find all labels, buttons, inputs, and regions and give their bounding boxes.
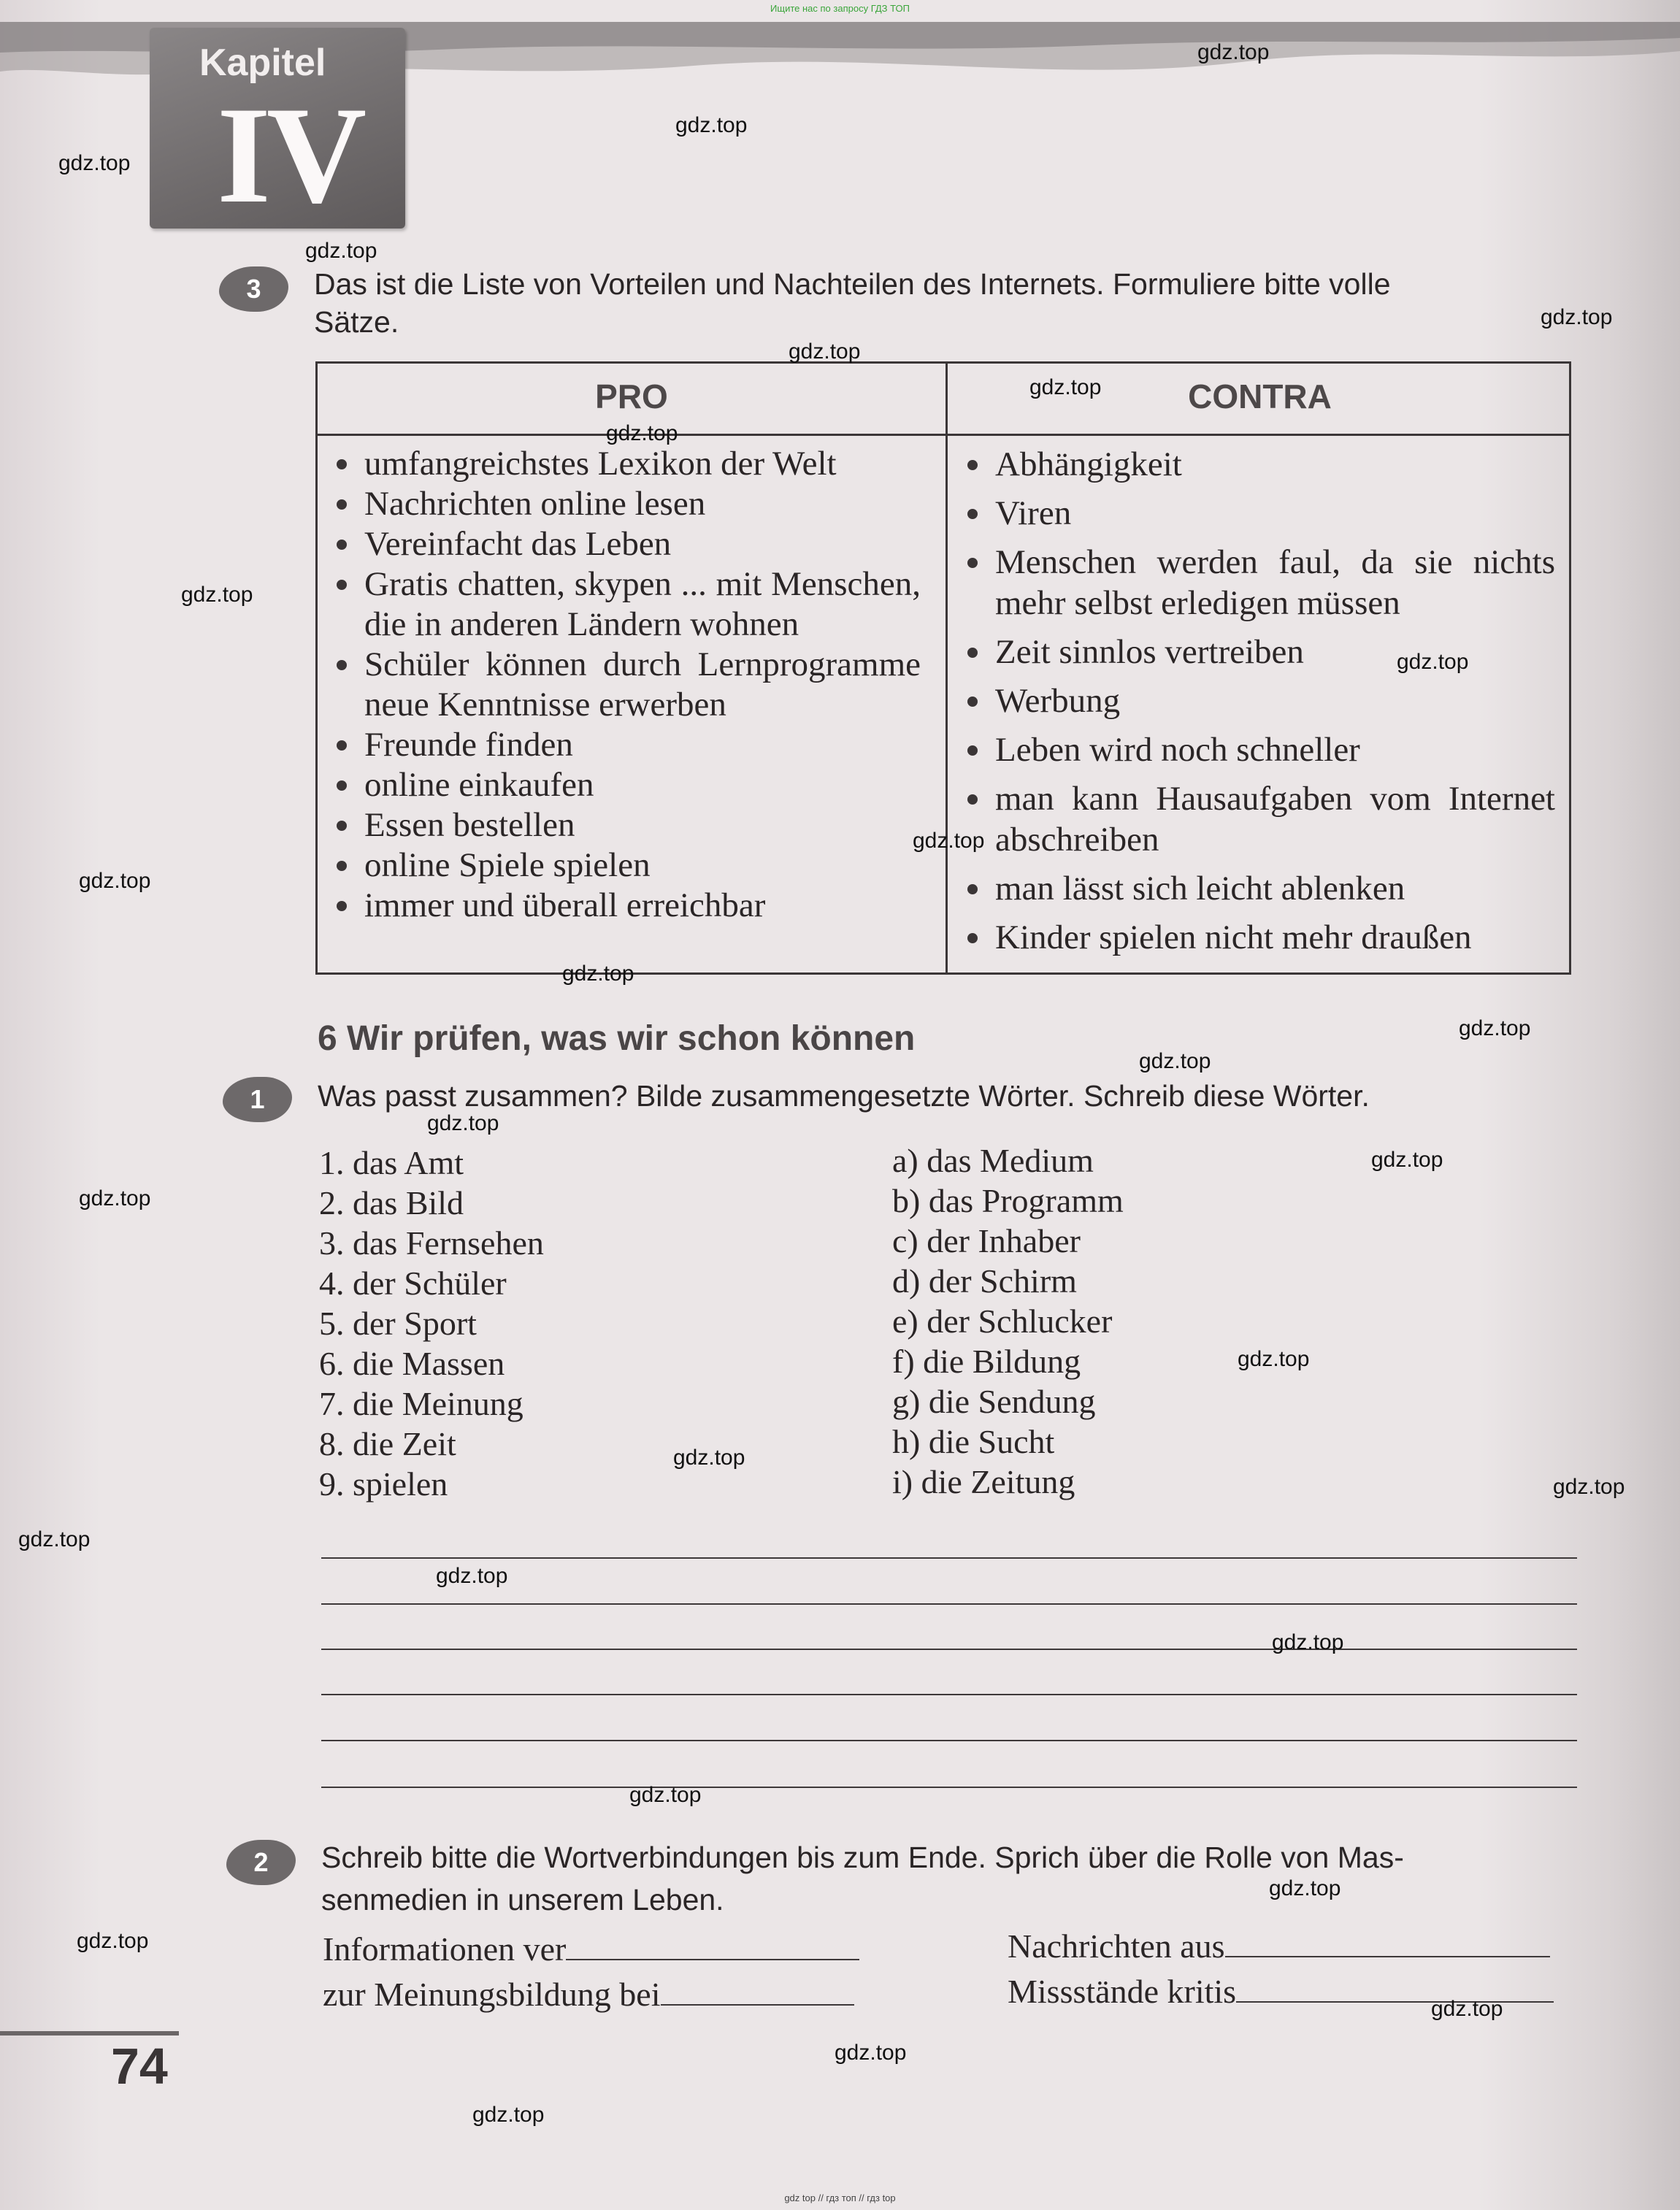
match-right-item: h) die Sucht bbox=[892, 1423, 1055, 1460]
match-right-item: f) die Bildung bbox=[892, 1343, 1081, 1380]
watermark: gdz.top bbox=[1541, 305, 1613, 329]
contra-header: CONTRA bbox=[1188, 377, 1332, 415]
phrase-blank[interactable] bbox=[1225, 1927, 1550, 1957]
pro-item: Vereinfacht das Leben bbox=[329, 524, 921, 564]
chapter-number: IV bbox=[217, 79, 363, 232]
writing-line[interactable] bbox=[321, 1787, 1577, 1788]
page-number-bar bbox=[0, 2031, 179, 2036]
contra-item: Kinder spielen nicht mehr draußen bbox=[960, 917, 1555, 958]
pro-item: immer und überall erreichbar bbox=[329, 886, 921, 926]
watermark: gdz.top bbox=[1553, 1475, 1625, 1499]
top-note: Ищите нас по запросу ГДЗ ТОП bbox=[770, 3, 910, 14]
writing-line[interactable] bbox=[321, 1694, 1577, 1695]
pro-item: online einkaufen bbox=[329, 765, 921, 805]
watermark: gdz.top bbox=[77, 1929, 149, 1953]
pro-item: Gratis chatten, skypen ... mit Menschen, die in anderen Ländern wohnen bbox=[329, 564, 921, 645]
pro-item: online Spiele spielen bbox=[329, 845, 921, 886]
match-left-item: 1. das Amt bbox=[319, 1144, 464, 1181]
match-left-item: 2. das Bild bbox=[319, 1184, 464, 1221]
contra-item: Abhängigkeit bbox=[960, 444, 1555, 485]
match-right-item: a) das Medium bbox=[892, 1142, 1094, 1179]
pro-header: PRO bbox=[595, 377, 668, 415]
watermark: gdz.top bbox=[1459, 1016, 1531, 1040]
writing-line[interactable] bbox=[321, 1557, 1577, 1559]
task-2-instruction bbox=[321, 1836, 1584, 1921]
task-2-instruction-line2: senmedien in unserem Leben. bbox=[321, 1883, 724, 1917]
watermark: gdz.top bbox=[606, 421, 678, 445]
watermark: gdz.top bbox=[58, 151, 131, 175]
contra-list bbox=[960, 444, 1555, 966]
phrase-blank[interactable] bbox=[1236, 1972, 1554, 2003]
contra-item: Leben wird noch schneller bbox=[960, 729, 1555, 770]
contra-item: man lässt sich leicht ablenken bbox=[960, 868, 1555, 909]
watermark: gdz.top bbox=[1269, 1876, 1341, 1900]
watermark: gdz.top bbox=[1431, 1997, 1503, 2021]
contra-item: Zeit sinnlos vertreiben bbox=[960, 632, 1555, 672]
match-right-item: b) das Programm bbox=[892, 1182, 1124, 1219]
pro-list bbox=[329, 444, 921, 926]
match-right-item: e) der Schlucker bbox=[892, 1302, 1113, 1340]
match-left-item: 6. die Massen bbox=[319, 1345, 505, 1382]
task-3-instruction-line1: Das ist die Liste von Vorteilen und Nachteilen des Internets. Formuliere bitte volle bbox=[314, 267, 1391, 301]
watermark: gdz.top bbox=[629, 1783, 702, 1807]
watermark: gdz.top bbox=[1197, 40, 1270, 64]
watermark: gdz.top bbox=[675, 113, 748, 137]
pro-item: Essen bestellen bbox=[329, 805, 921, 845]
watermark: gdz.top bbox=[427, 1111, 499, 1135]
watermark: gdz.top bbox=[1371, 1148, 1443, 1172]
task-3-instruction-line2: Sätze. bbox=[314, 305, 399, 339]
match-left-item: 7. die Meinung bbox=[319, 1385, 523, 1422]
phrase-nachrichten[interactable] bbox=[1008, 1925, 1550, 1968]
watermark: gdz.top bbox=[436, 1564, 508, 1588]
watermark: gdz.top bbox=[1397, 650, 1469, 674]
phrase-blank[interactable] bbox=[566, 1930, 859, 1960]
watermark: gdz.top bbox=[562, 962, 634, 986]
watermark: gdz.top bbox=[18, 1527, 91, 1551]
pro-contra-table bbox=[315, 361, 1571, 975]
table-divider-horizontal bbox=[318, 434, 1569, 436]
watermark: gdz.top bbox=[181, 583, 253, 607]
watermark: gdz.top bbox=[79, 869, 151, 893]
contra-item: Menschen werden faul, da sie nichts mehr selbst erledigen müssen bbox=[960, 542, 1555, 624]
watermark: gdz.top bbox=[1238, 1347, 1310, 1371]
watermark: gdz.top bbox=[835, 2041, 907, 2065]
phrase-text: Informationen ver bbox=[323, 1930, 567, 1968]
match-left-item: 3. das Fernsehen bbox=[319, 1224, 544, 1262]
phrase-text: Missstände kritis bbox=[1008, 1973, 1237, 2010]
watermark: gdz.top bbox=[789, 339, 861, 364]
table-divider-vertical bbox=[946, 364, 948, 972]
watermark: gdz.top bbox=[673, 1446, 745, 1470]
phrase-meinungsbildung[interactable] bbox=[323, 1973, 854, 2017]
pro-item: Nachrichten online lesen bbox=[329, 484, 921, 524]
phrase-text: zur Meinungsbildung bei bbox=[323, 1976, 661, 2013]
contra-item: Werbung bbox=[960, 680, 1555, 721]
contra-item: man kann Hausaufgaben vom Internet abschreiben bbox=[960, 778, 1555, 860]
task-3-instruction bbox=[314, 263, 1577, 343]
match-right-item: d) der Schirm bbox=[892, 1262, 1077, 1300]
contra-item: Viren bbox=[960, 493, 1555, 534]
chapter-badge bbox=[150, 28, 405, 232]
match-right-item: i) die Zeitung bbox=[892, 1463, 1075, 1500]
pro-item: Schüler können durch Lernprogramme neue Kenntnisse erwerben bbox=[329, 645, 921, 725]
match-left-item: 8. die Zeit bbox=[319, 1425, 456, 1462]
pro-item: umfangreichstes Lexikon der Welt bbox=[329, 444, 921, 484]
page-number: 74 bbox=[111, 2038, 168, 2095]
match-left-list bbox=[319, 1143, 544, 1504]
phrase-informationen[interactable] bbox=[323, 1927, 859, 1971]
task-2-badge: 2 bbox=[226, 1840, 296, 1885]
match-right-item: c) der Inhaber bbox=[892, 1222, 1081, 1259]
pro-item: Freunde finden bbox=[329, 725, 921, 765]
task-2-instruction-line1: Schreib bitte die Wortverbindungen bis zum Ende. Sprich über die Rolle von Mas- bbox=[321, 1841, 1404, 1874]
match-right-list bbox=[892, 1140, 1124, 1502]
watermark: gdz.top bbox=[79, 1186, 151, 1210]
match-left-item: 9. spielen bbox=[319, 1465, 448, 1503]
task-3-badge: 3 bbox=[219, 266, 288, 312]
watermark: gdz.top bbox=[1272, 1630, 1344, 1654]
writing-line[interactable] bbox=[321, 1649, 1577, 1650]
writing-line[interactable] bbox=[321, 1740, 1577, 1741]
section-title: 6 Wir prüfen, was wir schon können bbox=[318, 1019, 916, 1058]
watermark: gdz.top bbox=[1029, 375, 1102, 399]
bottom-note: gdz top // гдз топ // гдз top bbox=[784, 2192, 896, 2203]
watermark: gdz.top bbox=[305, 239, 377, 263]
watermark: gdz.top bbox=[913, 829, 985, 853]
task-1-badge: 1 bbox=[223, 1077, 292, 1122]
phrase-blank[interactable] bbox=[661, 1975, 854, 2006]
match-left-item: 4. der Schüler bbox=[319, 1265, 507, 1302]
watermark: gdz.top bbox=[472, 2103, 545, 2127]
chapter-label: Kapitel bbox=[199, 42, 326, 84]
task-1-instruction: Was passt zusammen? Bilde zusammengesetzte Wörter. Schreib diese Wörter. bbox=[318, 1079, 1370, 1113]
watermark: gdz.top bbox=[1139, 1049, 1211, 1073]
match-right-item: g) die Sendung bbox=[892, 1383, 1096, 1420]
match-left-item: 5. der Sport bbox=[319, 1305, 477, 1342]
phrase-text: Nachrichten aus bbox=[1008, 1927, 1225, 1965]
writing-line[interactable] bbox=[321, 1603, 1577, 1605]
